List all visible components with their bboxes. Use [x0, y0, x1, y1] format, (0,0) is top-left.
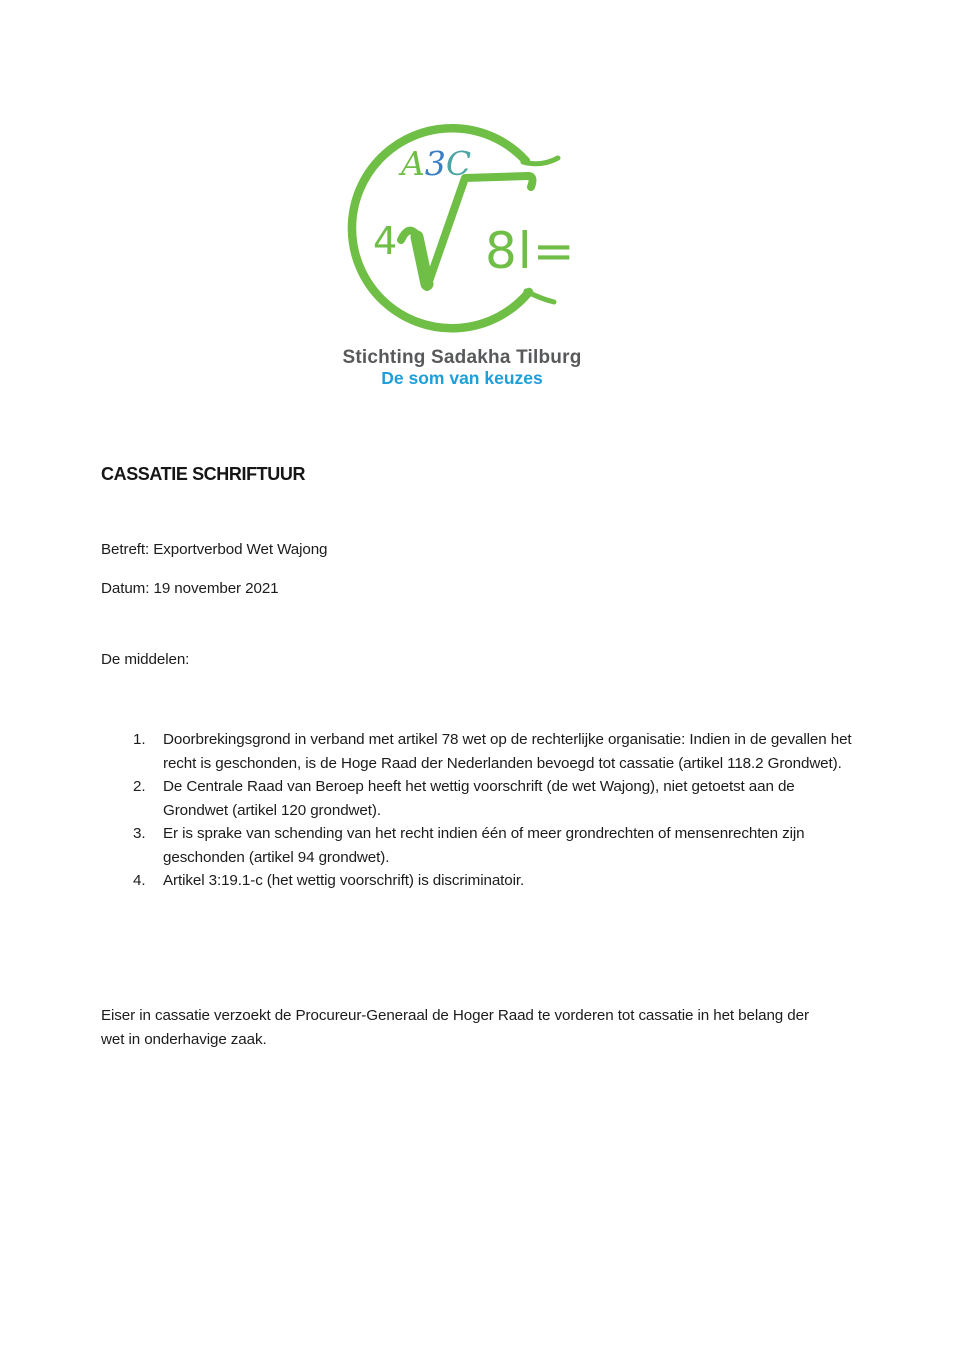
section-label: De middelen:: [101, 651, 190, 668]
list-item-number: 4.: [133, 872, 146, 889]
closing-paragraph: Eiser in cassatie verzoekt de Procureur-Generaal de Hoger Raad te vorderen tot cassatie in het belang der wet in onderhavige zaak.: [101, 1007, 809, 1048]
org-logo: [345, 118, 595, 350]
list-item-number: 1.: [133, 731, 146, 748]
date-line: Datum: 19 november 2021: [101, 580, 279, 597]
subject-line: Betreft: Exportverbod Wet Wajong: [101, 541, 328, 558]
list-item-text: Artikel 3:19.1-c (het wettig voorschrift) is discriminatoir.: [163, 872, 525, 889]
logo-root-index: 4: [373, 219, 398, 263]
list-item: [133, 822, 863, 869]
logo-monogram: [398, 144, 471, 183]
logo-radical-thick-stroke: [417, 237, 427, 284]
monogram-letter-a: A: [401, 144, 425, 183]
list-item-text: Doorbrekingsgrond in verband met artikel 78 wet op de rechterlijke organisatie: Indien in de gevallen het recht is geschonden, is de Hoge Raad der Nederlanden bevoegd tot cassatie (artikel 118.2 Grondwet).: [163, 731, 852, 772]
org-name: Stichting Sadakha Tilburg: [342, 347, 582, 368]
list-item-number: 3.: [133, 825, 146, 842]
page-title: CASSATIE SCHRIFTUUR: [101, 464, 306, 484]
monogram-letter-3: 3: [424, 144, 446, 183]
list-item-text: Er is sprake van schending van het recht indien één of meer grondrechten of mensenrechten zijn geschonden (artikel 94 grondwet).: [163, 825, 805, 866]
list-item: [133, 869, 863, 893]
list-item-text: De Centrale Raad van Beroep heeft het wettig voorschrift (de wet Wajong), niet getoetst aan de Grondwet (artikel 120 grondwet).: [163, 778, 795, 819]
monogram-letter-c: C: [445, 144, 472, 183]
numbered-list: [133, 728, 863, 893]
logo-radicand: 8l=: [485, 222, 576, 280]
list-item: [133, 728, 863, 775]
list-item: [133, 775, 863, 822]
org-tagline: De som van keuzes: [381, 368, 543, 388]
list-item-number: 2.: [133, 778, 146, 795]
